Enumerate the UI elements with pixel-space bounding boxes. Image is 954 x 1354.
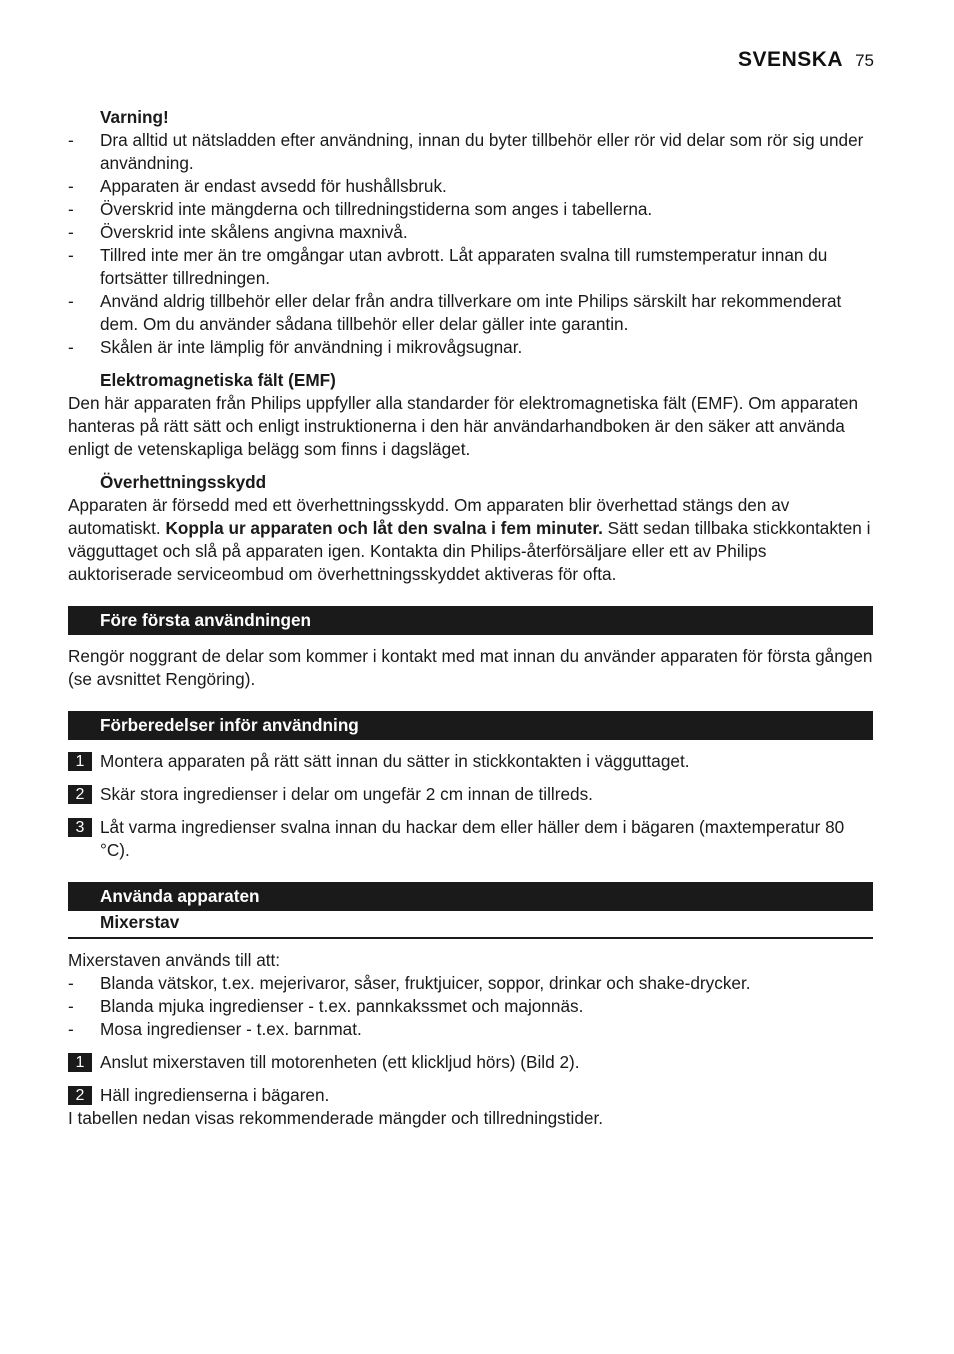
step-item: 2 Skär stora ingredienser i delar om ungefär 2 cm innan de tillreds. (68, 783, 873, 806)
usage-item: - Mosa ingredienser - t.ex. barnmat. (68, 1019, 362, 1039)
page-number: 75 (855, 51, 874, 70)
table-note: I tabellen nedan visas rekommenderade mängder och tillredningstider. (68, 1108, 604, 1128)
usage-intro: Mixerstaven används till att: (68, 950, 281, 970)
step-number: 2 (68, 785, 92, 804)
step-number: 2 (68, 1086, 92, 1105)
step-number: 1 (68, 1053, 92, 1072)
warning-item: - Tillred inte mer än tre omgångar utan avbrott. Låt apparaten svalna till rumstemperatur innan du fortsätter tillredningen. (68, 245, 828, 288)
page-header (738, 48, 874, 72)
section-usage: Använda apparaten (68, 882, 873, 911)
dash-marker: - (68, 291, 74, 311)
dash-marker: - (68, 176, 74, 196)
step-number: 3 (68, 818, 92, 837)
first-use-text: Rengör noggrant de delar som kommer i kontakt med mat innan du använder apparaten för första gången (se avsnittet Rengöring). (68, 646, 873, 689)
dash-marker: - (68, 337, 74, 357)
step-item: 2 Häll ingredienserna i bägaren. (68, 1084, 873, 1107)
warning-item: - Skålen är inte lämplig för användning i mikrovågsugnar. (68, 337, 523, 357)
step-item: 1 Montera apparaten på rätt sätt innan du sätter in stickkontakten i vägguttaget. (68, 750, 873, 773)
dash-marker: - (68, 222, 74, 242)
usage-item: - Blanda mjuka ingredienser - t.ex. pannkakssmet och majonnäs. (68, 996, 584, 1016)
dash-marker: - (68, 199, 74, 219)
warning-heading: Varning! (100, 107, 169, 127)
overheat-heading: Överhettningsskydd (100, 472, 267, 492)
emf-text: Den här apparaten från Philips uppfyller alla standarder för elektromagnetiska fält (EMF). Om apparaten hanteras på rätt sätt och enligt instruktionerna i den här användarhandboken är den säker att använda enligt de vetenskapliga belägg som finns i dagsläget. (68, 393, 859, 459)
dash-marker: - (68, 1019, 74, 1039)
usage-item: - Blanda vätskor, t.ex. mejerivaror, såser, fruktjuicer, soppor, drinkar och shake-drycker. (68, 973, 751, 993)
warning-item: - Använd aldrig tillbehör eller delar från andra tillverkare om inte Philips särskilt har rekommenderat dem. Om du använder sådana tillbehör eller delar gäller inte garantin. (68, 291, 842, 334)
step-item: 3 Låt varma ingredienser svalna innan du hackar dem eller häller dem i bägaren (maxtemperatur 80 °C). (68, 816, 873, 862)
warning-item: - Överskrid inte mängderna och tillredningstiderna som anges i tabellerna. (68, 199, 653, 219)
mixerstav-heading: Mixerstav (68, 911, 873, 939)
language-label: SVENSKA (738, 48, 844, 71)
warning-list (68, 129, 873, 359)
step-number: 1 (68, 752, 92, 771)
section-preparation: Förberedelser inför användning (68, 711, 873, 740)
dash-marker: - (68, 973, 74, 993)
warning-item: - Överskrid inte skålens angivna maxnivå. (68, 222, 408, 242)
page-content (68, 106, 873, 1130)
warning-item: - Apparaten är endast avsedd för hushållsbruk. (68, 176, 447, 196)
dash-marker: - (68, 996, 74, 1016)
warning-item: - Dra alltid ut nätsladden efter användning, innan du byter tillbehör eller rör vid delar som rör sig under användning. (68, 130, 864, 173)
section-first-use: Före första användningen (68, 606, 873, 635)
emf-heading: Elektromagnetiska fält (EMF) (100, 370, 336, 390)
dash-marker: - (68, 245, 74, 265)
step-item: 1 Anslut mixerstaven till motorenheten (ett klickljud hörs) (Bild 2). (68, 1051, 873, 1074)
overheat-bold-instruction: Koppla ur apparaten och låt den svalna i fem minuter. (165, 518, 603, 538)
dash-marker: - (68, 130, 74, 150)
overheat-text: Apparaten är försedd med ett överhettningsskydd. Om apparaten blir överhettad stängs den av automatiskt. Koppla ur apparaten och låt den svalna i fem minuter. Sätt sedan tillbaka stickkontakten i vägguttaget och slå på apparaten igen. Kontakta din Philips-återförsäljare eller ett av Philips auktoriserade serviceombud om överhettningsskyddet aktiveras för ofta. (68, 495, 871, 584)
